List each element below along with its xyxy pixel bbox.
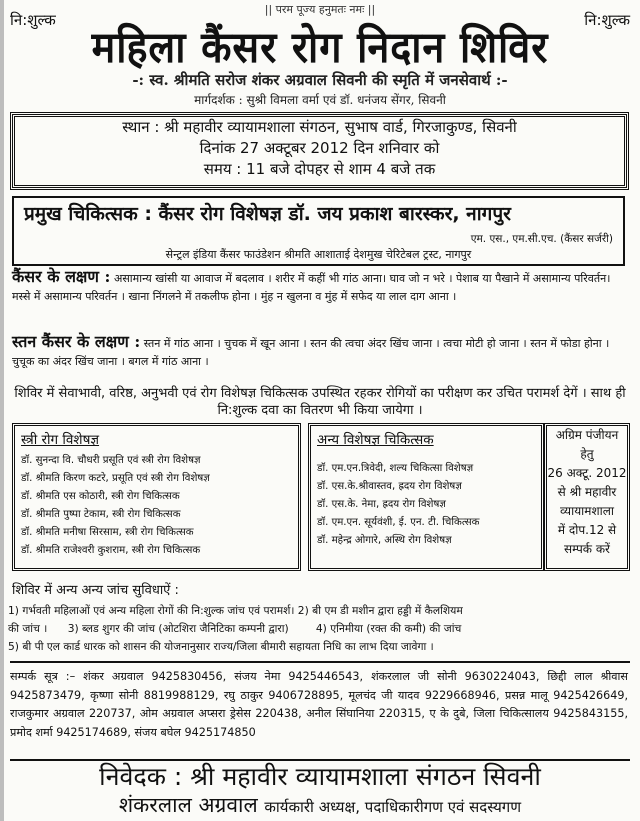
registration-line: से श्री महावीर (557, 485, 617, 499)
venue-date: दिनांक 27 अक्टूबर 2012 दिन शनिवार को (199, 139, 440, 157)
guidance-line: मार्गदर्शक : सुश्री विमला वर्मा एवं डॉ. धनंजय सेंगर, सिवनी (194, 93, 446, 107)
gynae-heading: स्त्री रोग विशेषज्ञ (21, 432, 100, 448)
registration-line: हेतु (580, 447, 594, 461)
gynae-doctor: डॉ. श्रीमति मनीषा सिरसाम, स्त्री रोग चिकित्सक (21, 527, 194, 538)
registration-box (544, 423, 630, 571)
gynae-doctor: डॉ. श्रीमति राजेश्वरी कुशराम, स्त्री रोग चिकित्सक (21, 545, 201, 556)
other-doctor: डॉ. एम.एन. सूर्यवंशी, ई. एन. टी. चिकित्सक (317, 517, 480, 528)
other-doctor: डॉ. एम.एन.त्रिवेदी, शल्य चिकित्सा विशेषज्ञ (317, 463, 474, 474)
free-label-right: नि:शुल्क (584, 11, 630, 29)
registration-line: में दोप.12 से (557, 523, 617, 537)
venue-place: स्थान : श्री महावीर व्यायामशाला संगठन, सुभाष वार्ड, गिरजाकुण्ड, सिवनी (122, 118, 517, 136)
facility-line: की जांच । 3) ब्लड शुगर की जांच (ओटशिरा जैनिटिका कम्पनी द्वारा) 4) एनिमीया (रक्त की कमी) की जांच (8, 622, 462, 635)
contact-info: सम्पर्क सूत्र :– शंकर अग्रवाल 9425830456, संजय नेमा 9425446543, शंकरलाल जी सोनी 9630224043, छिद्दी लाल श्रीवास 9425873479, कृष्णा सोनी 8819988129, रघु ठाकुर 9406728895, मूलचंद जी यादव 9229668946, प्रसन्न मालू 9425426649, राजकुमार अग्रवाल 220737, ओम अग्रवाल अप्सरा ड्रेसेस 220438, अनील सिंघानिया 220315, ए के दुबे, जिला चिकित्सालय 9425843155, प्रमोद शर्मा 9425174689, संजय बघेल 9425174850 (10, 670, 628, 739)
free-label-left: नि:शुल्क (10, 11, 56, 29)
registration-line: 26 अक्टू. 2012 (547, 466, 627, 480)
page-edge (0, 0, 4, 821)
registration-line: सम्पर्क करें (564, 542, 610, 556)
breast-cancer-symptoms (12, 333, 632, 371)
chief-doctor-label: प्रमुख चिकित्सक : कैंसर रोग विशेषज्ञ डॉ. जय प्रकाश बारस्कर, नागपुर (24, 203, 511, 225)
breast-symptoms-heading: स्तन कैंसर के लक्षण : (12, 332, 141, 351)
registration-line: व्यायामशाला (560, 504, 614, 518)
other-doctor: डॉ. एस.के. नेमा, ह्रदय रोग विशेषज्ञ (317, 499, 446, 510)
requester-roles: कार्यकारी अध्यक्ष, पदाधिकारीगण एवं सदस्यगण (264, 798, 522, 816)
gynae-doctor: डॉ. श्रीमति किरण कटरे, प्रसूति एवं स्त्री रोग विशेषज्ञ (21, 473, 210, 484)
requester-names (0, 793, 640, 819)
requester-line: निवेदक : श्री महावीर व्यायामशाला संगठन सिवनी (99, 762, 541, 791)
gynae-doctor: डॉ. सुनन्दा वि. चौधरी प्रसूति एवं स्त्री रोग विशेषज्ञ (21, 455, 201, 466)
venue-time: समय : 11 बजे दोपहर से शाम 4 बजे तक (203, 160, 436, 178)
chief-doctor-box (12, 196, 625, 266)
divider (10, 759, 630, 761)
gynae-specialists-box (12, 423, 301, 571)
other-specialists-box (308, 423, 544, 571)
camp-description: शिविर में सेवाभावी, वरिष्ठ, अनुभवी एवं रोग विशेषज्ञ चिकित्सक उपस्थित रहकर रोगियों का परीक्षण कर उचित परामर्श देगें । साथ ही नि:शुल्क दवा का वितरण भी किया जायेगा । (14, 386, 626, 418)
chief-doctor-trust: सेन्ट्रल इंडिया कैंसर फाउंडेशन श्रीमति आशाताई देशमुख चेरिटेबल ट्रस्ट, नागपुर (165, 248, 472, 261)
facilities-heading: शिविर में अन्य अन्य जांच सुविधाऐं : (12, 583, 179, 598)
cancer-symptoms-heading: कैंसर के लक्षण : (12, 267, 111, 286)
other-doctor: डॉ. एस.के.श्रीवास्तव, ह्रदय रोग विशेषज्ञ (317, 481, 462, 492)
gynae-doctor: डॉ. श्रीमति पुष्पा टेकाम, स्त्री रोग चिकित्सक (21, 509, 181, 520)
memorial-line: -: स्व. श्रीमति सरोज शंकर अग्रवाल सिवनी की स्मृति में जनसेवार्थ :- (132, 71, 508, 89)
chief-doctor-qualification: एम. एस., एम.सी.एच. (कैंसर सर्जरी) (470, 233, 613, 245)
invocation: || परम पूज्य हनुमतः नमः || (264, 3, 376, 16)
other-doctor: डॉ. महेन्द्र ओगारे, अस्थि रोग विशेषज्ञ (317, 535, 452, 546)
cancer-symptoms (12, 268, 632, 306)
divider (10, 661, 630, 663)
cancer-symptoms-text: असामान्य खांसी या आवाज में बदलाव । शरीर में कहीं भी गांठ आना। घाव जो न भरे । पेशाब या पैखाने में असामान्य परिवर्तन। मस्से में असामान्य परिवर्तन । खाना निंगलने में तकलीफ होना । मुंह न खुलना व मुंह में सफेद या लाल दाग आना । (12, 272, 611, 303)
facility-line: 1) गर्भवती महिलाओं एवं अन्य महिला रोगों की नि:शुल्क जांच एवं परामर्श। 2) बी एम डी मशीन द्वारा हड्डी में कैलशियम (8, 604, 463, 617)
requester-name: शंकरलाल अग्रवाल (118, 793, 258, 817)
other-heading: अन्य विशेषज्ञ चिकित्सक (317, 432, 434, 448)
registration-line: अग्रिम पंजीयन (555, 428, 619, 442)
gynae-doctor: डॉ. श्रीमति एस कोठारी, स्त्री रोग चिकित्सक (21, 491, 180, 502)
poster-title: महिला कैंसर रोग निदान शिविर (91, 23, 549, 73)
facility-line: 5) बी पी एल कार्ड धारक को शासन की योजनानुसार राज्य/जिला बीमारी सहायता निधि का लाभ दिया जावेगा । (8, 640, 434, 653)
venue-box (12, 114, 627, 188)
breast-symptoms-text: स्तन में गांठ आना । चुचक में खून आना । स्तन की त्वचा अंदर खिंच जाना । त्वचा मोटी हो जाना । स्तन में फोडा होना । चुचूक का अंदर खिंच जाना । बगल में गांठ आना । (12, 337, 610, 368)
